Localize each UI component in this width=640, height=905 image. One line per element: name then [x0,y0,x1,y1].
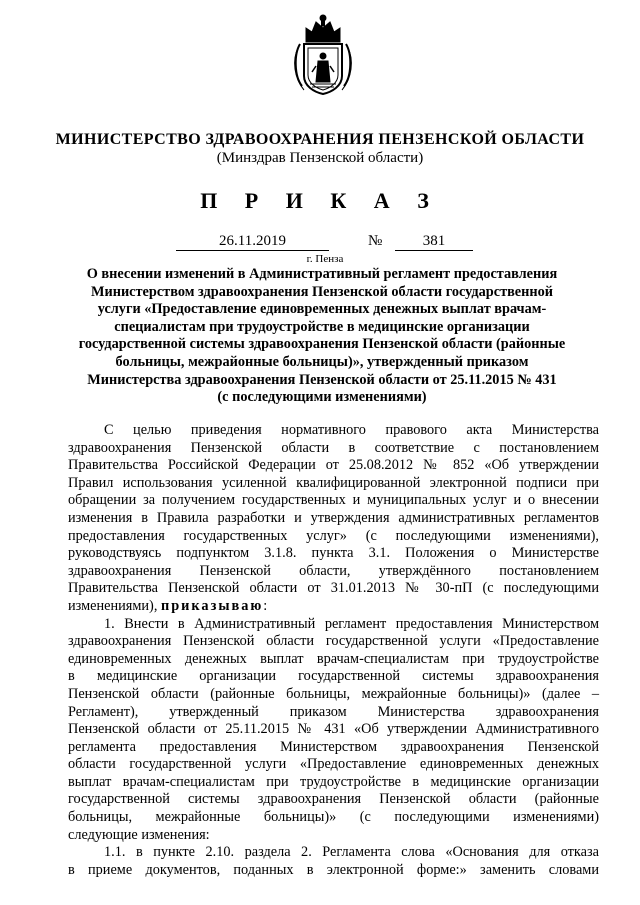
body-line: государственной системы здравоохранения Пензенской области (районные [68,791,599,808]
body-line: единовременных денежных выплат врачам-специалистам при трудоустройстве [68,650,599,667]
body-line: Пензенской области от 25.11.2015 № 431 «Об утверждении Административного [68,721,599,738]
body-line: С целью приведения нормативного правового акта Министерства [104,422,599,438]
body-line: в приеме документов, поданных в электронной форме:» заменить словами [68,861,599,878]
heading-line: Министерством здравоохранения Пензенской области государственной [90,283,554,300]
body-line: 1.1. в пункте 2.10. раздела 2. Регламента слова «Основания для отказа [104,844,599,861]
body-line: выплат врачам-специалистам при трудоустройстве в медицинские организации [68,773,599,790]
body-line: здравоохранения Пензенской области, утверждённого постановлением [68,562,599,579]
body-line: следующие изменения: [68,826,210,843]
body-line: здравоохранения Пензенской области государственной услуги «Предоставление [68,633,599,650]
body-line: обращении за получением государственных и муниципальных услуг и о внесении [68,492,599,509]
body-line: 1. Внести в Административный регламент предоставления Министерством [104,615,599,632]
number-label: № [368,233,383,249]
order-heading [72,266,572,407]
body-line-closing [68,598,599,616]
body-punctuation: : [263,597,268,614]
ministry-name: МИНИСТЕРСТВО ЗДРАВООХРАНЕНИЯ ПЕНЗЕНСКОЙ ОБЛАСТИ [55,131,585,148]
order-body [68,422,599,879]
heading-line: О внесении изменений в Административный регламент предоставления [86,266,558,282]
body-line: области государственной услуги «Предоставление единовременных денежных [68,756,599,773]
body-line: в медицинские организации государственной системы здравоохранения [68,668,599,685]
order-verb: приказываю [160,597,264,614]
body-line: Правительства Пензенской области от 31.01.2013 № 30-пП (с последующими [68,580,599,597]
body-line: руководствуясь подпунктом 3.1.8. пункта 3.1. Положения о Министерстве [68,545,599,562]
body-text: изменениями), [68,597,158,614]
heading-line: Министерства здравоохранения Пензенской области от 25.11.2015 № 431 [87,371,557,388]
heading-line: услуги «Предоставление единовременных денежных выплат врачам- [97,301,547,318]
document-title: П Р И К А З [200,188,440,213]
body-line: здравоохранения Пензенской области в соответствие с постановлением [68,439,599,456]
ministry-short-name: (Минздрав Пензенской области) [216,150,424,166]
body-line: Правительства Российской Федерации от 25.08.2012 № 852 «Об утверждении [68,457,599,474]
body-line: больницы, межрайонные больницы)» (с последующими изменениями) [68,809,599,826]
city: г. Пенза [306,253,344,265]
body-line: Пензенской области (районные больницы, межрайонные больницы)» (далее – [68,685,599,702]
body-line: предоставления государственных услуг» (с последующими изменениями), [68,527,599,544]
body-line: изменения в Правила разработки и утверждения административных регламентов [68,509,599,526]
coat-of-arms-emblem [292,14,354,98]
heading-line: специалистам при трудоустройстве в медицинские организации [114,318,530,335]
order-date: 26.11.2019 [176,233,329,251]
heading-line: (с последующими изменениями) [217,389,427,406]
body-line: регламента предоставления Министерством здравоохранения Пензенской [68,738,599,755]
heading-line: больницы, межрайонные больницы)», утвержденный приказом [115,353,529,370]
body-line: Правил использования усиленной квалифицированной электронной подписи при [68,474,599,491]
order-number: 381 [395,233,473,251]
heading-line: государственной системы здравоохранения Пензенской области (районные [78,336,566,353]
body-line: Регламент), утвержденный приказом Министерства здравоохранения [68,703,599,720]
